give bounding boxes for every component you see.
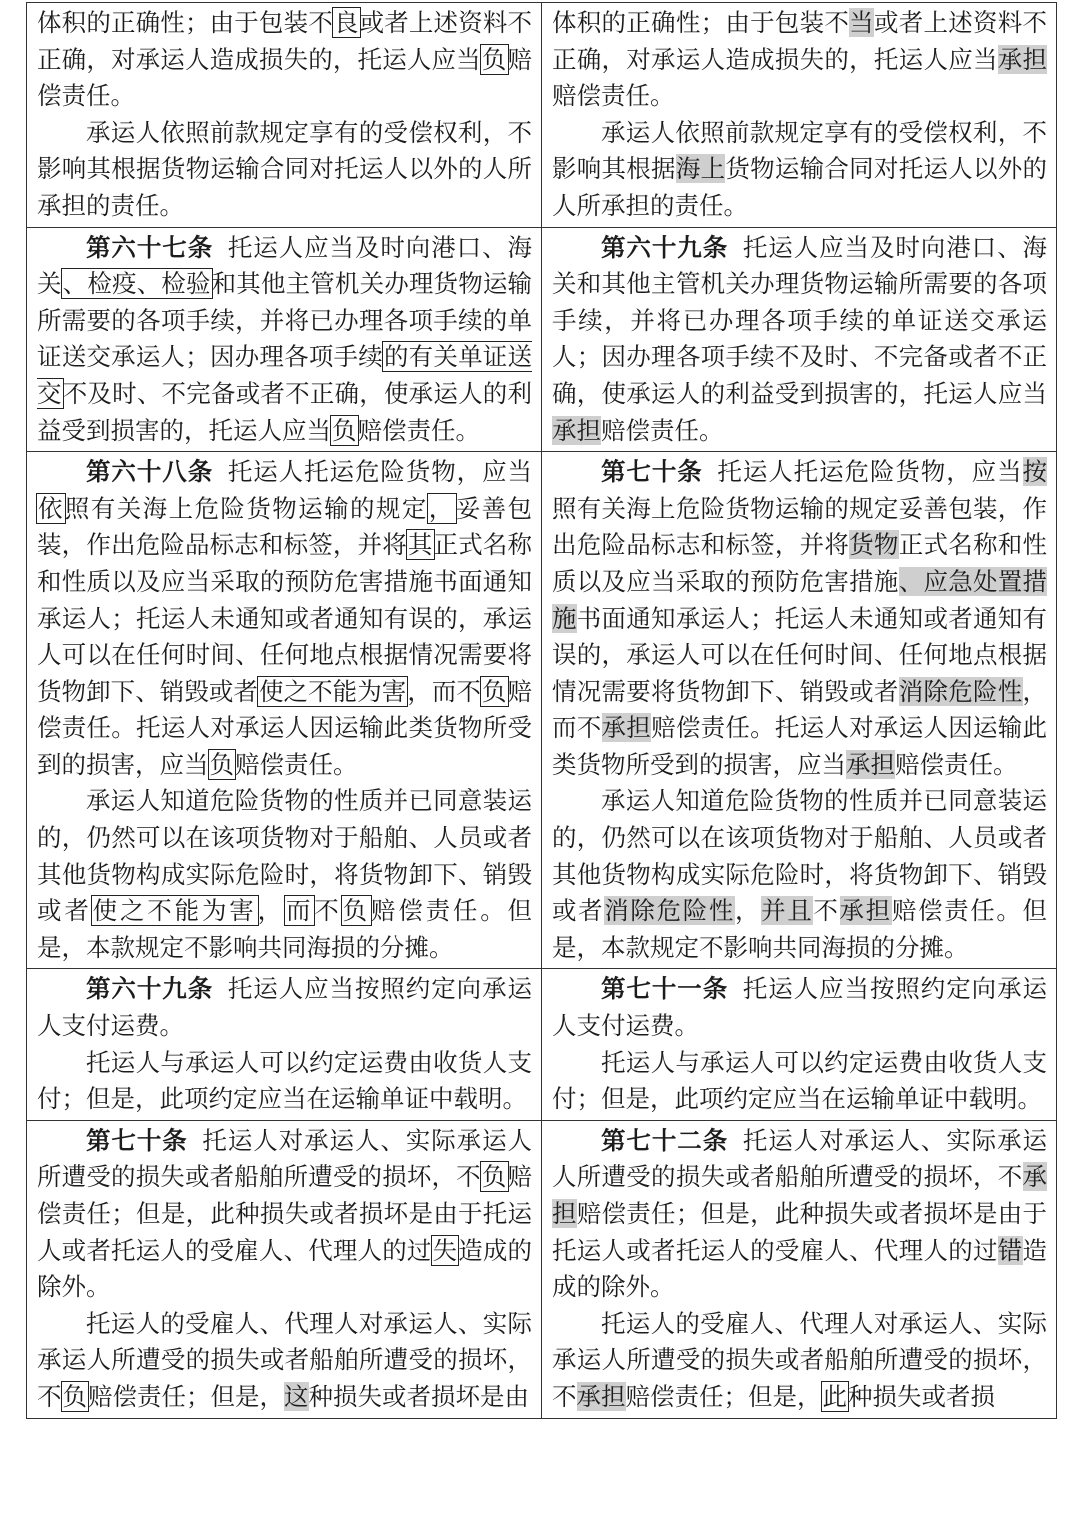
text-run: 承运人依照前款规定享有的受偿权利，不影响其根据货物运输合同对托运人以外的人所承担的责任。 xyxy=(37,117,532,220)
text-run: 造成的除外。 xyxy=(37,1235,533,1302)
paragraph xyxy=(552,1045,1047,1118)
highlighted-revised-text: 消除危险性 xyxy=(604,896,735,926)
new-text-cell xyxy=(542,3,1057,228)
text-run: 不及时、不完备或者不正确，使承运人的利益受到损害的，托运人应当 xyxy=(37,378,533,445)
text-run: 赔偿责任。但是，本款规定不影响共同海损的分摊。 xyxy=(552,896,1048,962)
text-run: 和其他主管机关办理货物运输所需要的各项手续，并将已办理各项手续的单证送交承运人；因办理各项手续 xyxy=(37,269,533,372)
paragraph xyxy=(552,115,1047,225)
text-run: 种损失或者损坏是由 xyxy=(308,1381,529,1411)
text-run: ，而不 xyxy=(407,676,481,706)
boxed-deleted-text: 此 xyxy=(822,1381,847,1411)
paragraph xyxy=(552,1306,1047,1416)
boxed-deleted-text: 负 xyxy=(342,896,370,926)
text-run: 赔偿责任。 xyxy=(235,749,358,779)
article-number: 第七十二条 xyxy=(601,1125,729,1155)
text-run: 赔偿责任；但是，此种损失或者损坏是由于托运人或者托运人的受雇人、代理人的过 xyxy=(552,1199,1048,1265)
boxed-deleted-text: 负 xyxy=(62,1381,87,1411)
boxed-deleted-text: 的有关单证送交 xyxy=(37,342,533,408)
text-run: 不 xyxy=(813,896,840,926)
boxed-deleted-text: 失 xyxy=(432,1235,458,1265)
paragraph xyxy=(37,454,532,783)
paragraph xyxy=(552,454,1047,783)
highlighted-revised-text: 这 xyxy=(284,1381,309,1411)
paragraph xyxy=(37,5,532,115)
paragraph xyxy=(37,115,532,225)
highlighted-revised-text: 当 xyxy=(849,8,874,37)
text-run: 体积的正确性；由于包装不 xyxy=(37,8,333,37)
article-number: 第六十七条 xyxy=(86,232,214,262)
highlighted-revised-text: 货物 xyxy=(849,530,899,560)
text-run: 赔偿责任。托运人对承运人因运输此类货物所受到的损害，应当 xyxy=(552,713,1048,779)
paragraph xyxy=(37,230,532,450)
text-run: 赔偿责任；但是， xyxy=(88,1381,284,1411)
boxed-deleted-text: ， xyxy=(428,493,455,523)
highlighted-revised-text: 承担 xyxy=(601,713,652,743)
comparison-row xyxy=(27,1120,1057,1418)
paragraph xyxy=(37,1045,532,1118)
paragraph xyxy=(552,5,1047,115)
text-run: 赔偿责任。 xyxy=(37,44,533,111)
old-text-cell xyxy=(27,227,542,452)
paragraph xyxy=(552,971,1047,1044)
text-run: ， xyxy=(734,896,762,926)
new-text-cell xyxy=(542,1120,1057,1418)
paragraph xyxy=(37,1306,532,1416)
highlighted-revised-text: 海上 xyxy=(675,154,726,184)
text-run: 托运人托运危险货物，应当 xyxy=(717,457,1023,487)
highlighted-revised-text: 承担 xyxy=(552,415,601,445)
comparison-row xyxy=(27,3,1057,228)
boxed-deleted-text: 良 xyxy=(333,8,359,37)
text-run: ，而不 xyxy=(552,676,1048,743)
text-run: 种损失或者损 xyxy=(848,1381,995,1411)
highlighted-revised-text: 错 xyxy=(997,1235,1023,1265)
article-number: 第六十九条 xyxy=(86,974,214,1004)
paragraph xyxy=(37,971,532,1044)
highlighted-revised-text: 消除危险性 xyxy=(898,676,1023,706)
highlighted-revised-text: 承担 xyxy=(576,1381,626,1411)
text-run: 或者上述资料不正确，对承运人造成损失的，托运人应当 xyxy=(552,8,1048,74)
text-run: 赔偿责任。但是，本款规定不影响共同海损的分摊。 xyxy=(37,896,533,962)
boxed-deleted-text: 负 xyxy=(481,676,507,706)
article-number: 第七十一条 xyxy=(601,974,729,1004)
old-text-cell xyxy=(27,969,542,1120)
text-run: 承运人知道危险货物的性质并已同意装运的，仍然可以在该项货物对于船舶、人员或者其他货物构成实际危险时，将货物卸下、销毁或者 xyxy=(37,786,532,926)
paragraph xyxy=(552,230,1047,450)
article-number: 第七十条 xyxy=(86,1125,188,1155)
highlighted-revised-text: 承担 xyxy=(839,896,892,926)
boxed-deleted-text: 负 xyxy=(332,415,357,445)
highlighted-revised-text: 承担 xyxy=(552,1162,1047,1228)
text-run: 赔偿责任。 xyxy=(895,749,1018,779)
text-run: 正式名称和性质以及应当采取的预防危害措施书面通知承运人；托运人未通知或者通知有误的，承运人可以在任何时间、任何地点根据情况需要将货物卸下、销毁或者 xyxy=(37,530,533,706)
highlighted-revised-text: 、应急处置措施 xyxy=(552,566,1048,633)
boxed-deleted-text: 依 xyxy=(38,493,64,523)
text-run: 托运人与承运人可以约定运费由收货人支付；但是，此项约定应当在运输单证中载明。 xyxy=(37,1047,532,1114)
old-text-cell xyxy=(27,452,542,969)
text-run: 不 xyxy=(314,896,342,926)
text-run: 托运人应当按照约定向承运人支付运费。 xyxy=(37,974,533,1041)
text-run: 托运人与承运人可以约定运费由收货人支付；但是，此项约定应当在运输单证中载明。 xyxy=(552,1047,1047,1114)
text-run: 照有关海上危险货物运输的规定妥善包装，作出危险品标志和标签，并将 xyxy=(552,493,1047,560)
text-run: 正式名称和性质以及应当采取的预防危害措施 xyxy=(552,530,1048,596)
highlighted-revised-text: 承担 xyxy=(997,44,1048,74)
paragraph xyxy=(37,1123,532,1306)
text-run: 赔偿责任。 xyxy=(601,415,724,445)
boxed-deleted-text: 、检疫、检验 xyxy=(62,269,211,299)
text-run: 造成的除外。 xyxy=(552,1235,1048,1302)
boxed-deleted-text: 使之不能为害 xyxy=(92,896,257,926)
new-text-cell xyxy=(542,969,1057,1120)
text-run: 赔偿责任。 xyxy=(357,415,480,445)
text-run: 照有关海上危险货物运输的规定 xyxy=(64,493,428,523)
text-run: 托运人应当及时向港口、海关和其他主管机关办理货物运输所需要的各项手续，并将已办理各项手续的单证送交承运人；因办理各项手续不及时、不完备或者不正确，使承运人的利益受到损害的，托运人应当 xyxy=(552,232,1048,408)
text-run: 或者上述资料不正确，对承运人造成损失的，托运人应当 xyxy=(37,8,533,74)
article-number: 第六十九条 xyxy=(601,232,729,262)
comparison-rows xyxy=(27,3,1057,1419)
highlighted-revised-text: 并且 xyxy=(761,896,814,926)
text-run: 书面通知承运人；托运人未通知或者通知有误的，承运人可以在任何时间、任何地点根据情况需要将货物卸下、销毁或者 xyxy=(552,603,1048,706)
comparison-row xyxy=(27,452,1057,969)
text-run: 赔偿责任；但是， xyxy=(625,1381,822,1411)
text-run: 托运人的受雇人、代理人对承运人、实际承运人所遭受的损失或者船舶所遭受的损坏，不 xyxy=(552,1308,1047,1411)
text-run: 赔偿责任；但是，此种损失或者损坏是由于托运人或者托运人的受雇人、代理人的过 xyxy=(37,1162,533,1265)
text-run: 托运人应当及时向港口、海关 xyxy=(37,232,533,299)
paragraph xyxy=(552,1123,1047,1306)
text-run: 货物运输合同对托运人以外的人所承担的责任。 xyxy=(552,154,1048,220)
comparison-row xyxy=(27,969,1057,1120)
highlighted-revised-text: 按 xyxy=(1022,457,1047,487)
text-run: 赔偿责任。 xyxy=(552,81,675,111)
boxed-deleted-text: 而 xyxy=(285,896,314,926)
paragraph xyxy=(552,783,1047,966)
text-run: 托运人的受雇人、代理人对承运人、实际承运人所遭受的损失或者船舶所遭受的损坏，不 xyxy=(37,1308,532,1411)
article-number: 第七十条 xyxy=(601,457,703,487)
article-number: 第六十八条 xyxy=(86,457,214,487)
old-text-cell xyxy=(27,3,542,228)
boxed-deleted-text: 使之不能为害 xyxy=(258,676,407,706)
boxed-deleted-text: 负 xyxy=(481,1162,507,1192)
text-run: 妥善包装，作出危险品标志和标签，并将 xyxy=(37,493,533,560)
text-run: 托运人对承运人、实际承运人所遭受的损失或者船舶所遭受的损坏，不 xyxy=(552,1125,1048,1192)
boxed-deleted-text: 负 xyxy=(209,749,234,779)
comparison-row xyxy=(27,227,1057,452)
text-run: 托运人应当按照约定向承运人支付运费。 xyxy=(552,974,1048,1041)
text-run: 赔偿责任。托运人对承运人因运输此类货物所受到的损害，应当 xyxy=(37,676,533,779)
text-run: 托运人托运危险货物，应当 xyxy=(227,457,533,487)
boxed-deleted-text: 负 xyxy=(481,44,507,74)
highlighted-revised-text: 承担 xyxy=(846,749,895,779)
comparison-table xyxy=(26,2,1057,1419)
text-run: 托运人对承运人、实际承运人所遭受的损失或者船舶所遭受的损坏，不 xyxy=(37,1125,532,1192)
old-text-cell xyxy=(27,1120,542,1418)
paragraph xyxy=(37,783,532,966)
text-run: 承运人依照前款规定享有的受偿权利，不影响其根据 xyxy=(552,117,1047,184)
boxed-deleted-text: 其 xyxy=(407,530,433,560)
new-text-cell xyxy=(542,452,1057,969)
text-run: ， xyxy=(257,896,285,926)
text-run: 体积的正确性；由于包装不 xyxy=(552,8,850,37)
text-run: 承运人知道危险货物的性质并已同意装运的，仍然可以在该项货物对于船舶、人员或者其他货物构成实际危险时，将货物卸下、销毁或者 xyxy=(552,786,1047,926)
new-text-cell xyxy=(542,227,1057,452)
